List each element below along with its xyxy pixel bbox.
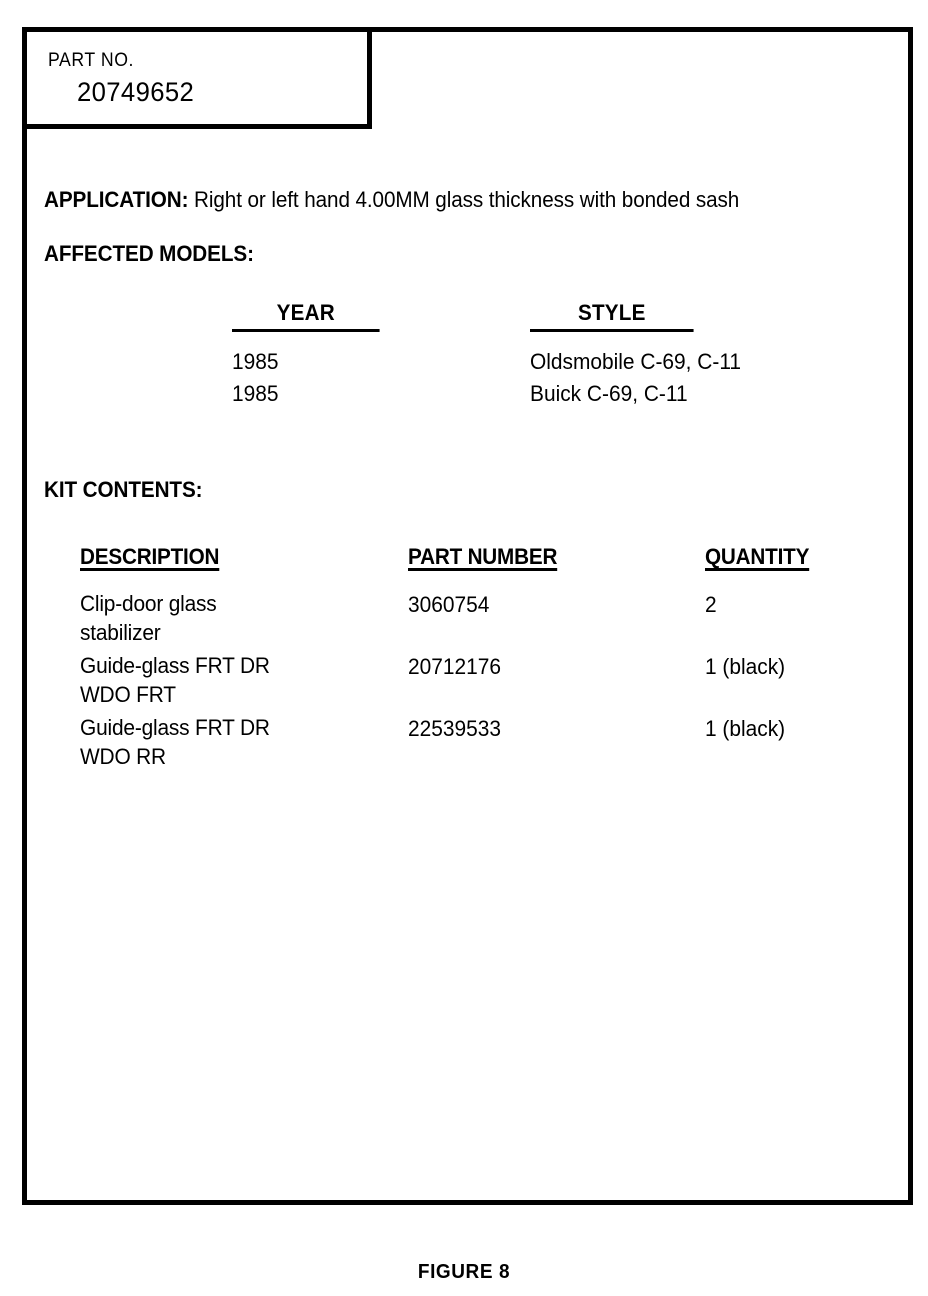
kit-row-quantity: 1 (black)	[705, 716, 786, 741]
part-number-box	[22, 27, 372, 129]
affected-models-header-year-label: YEAR	[276, 300, 335, 325]
header-underline-year	[232, 329, 380, 332]
kit-row-description: WDO FRT	[80, 682, 176, 707]
affected-models-heading: AFFECTED MODELS:	[44, 241, 254, 266]
kit-contents-header-part-number: PART NUMBER	[408, 544, 558, 569]
kit-row-part-number: 22539533	[408, 716, 501, 741]
affected-models-header-style	[530, 300, 694, 332]
kit-contents-header-description: DESCRIPTION	[80, 544, 220, 569]
header-underline-style	[530, 329, 694, 332]
application-label: APPLICATION:	[44, 187, 189, 212]
kit-row-description: WDO RR	[80, 744, 166, 769]
part-number-value: 20749652	[77, 77, 195, 107]
affected-models-row-style: Oldsmobile C-69, C-11	[530, 349, 742, 374]
kit-row-description: Guide-glass FRT DR	[80, 653, 270, 678]
application-value: Right or left hand 4.00MM glass thickness with bonded sash	[188, 187, 740, 212]
kit-row-part-number: 3060754	[408, 592, 490, 617]
kit-row-part-number: 20712176	[408, 654, 501, 679]
affected-models-row-year: 1985	[232, 381, 279, 406]
affected-models-row-year: 1985	[232, 349, 279, 374]
kit-row-quantity: 2	[705, 592, 717, 617]
application-row	[44, 187, 739, 213]
affected-models-header-style-label: STYLE	[577, 300, 646, 325]
affected-models-header-year	[232, 300, 380, 332]
figure-caption: FIGURE 8	[417, 1261, 511, 1283]
kit-row-description: stabilizer	[80, 620, 161, 645]
part-number-label: PART NO.	[48, 50, 134, 71]
kit-row-quantity: 1 (black)	[705, 654, 786, 679]
affected-models-row-style: Buick C-69, C-11	[530, 381, 688, 406]
kit-row-description: Guide-glass FRT DR	[80, 715, 270, 740]
kit-contents-heading: KIT CONTENTS:	[44, 477, 203, 502]
kit-contents-header-quantity: QUANTITY	[705, 544, 810, 569]
kit-row-description: Clip-door glass	[80, 591, 217, 616]
